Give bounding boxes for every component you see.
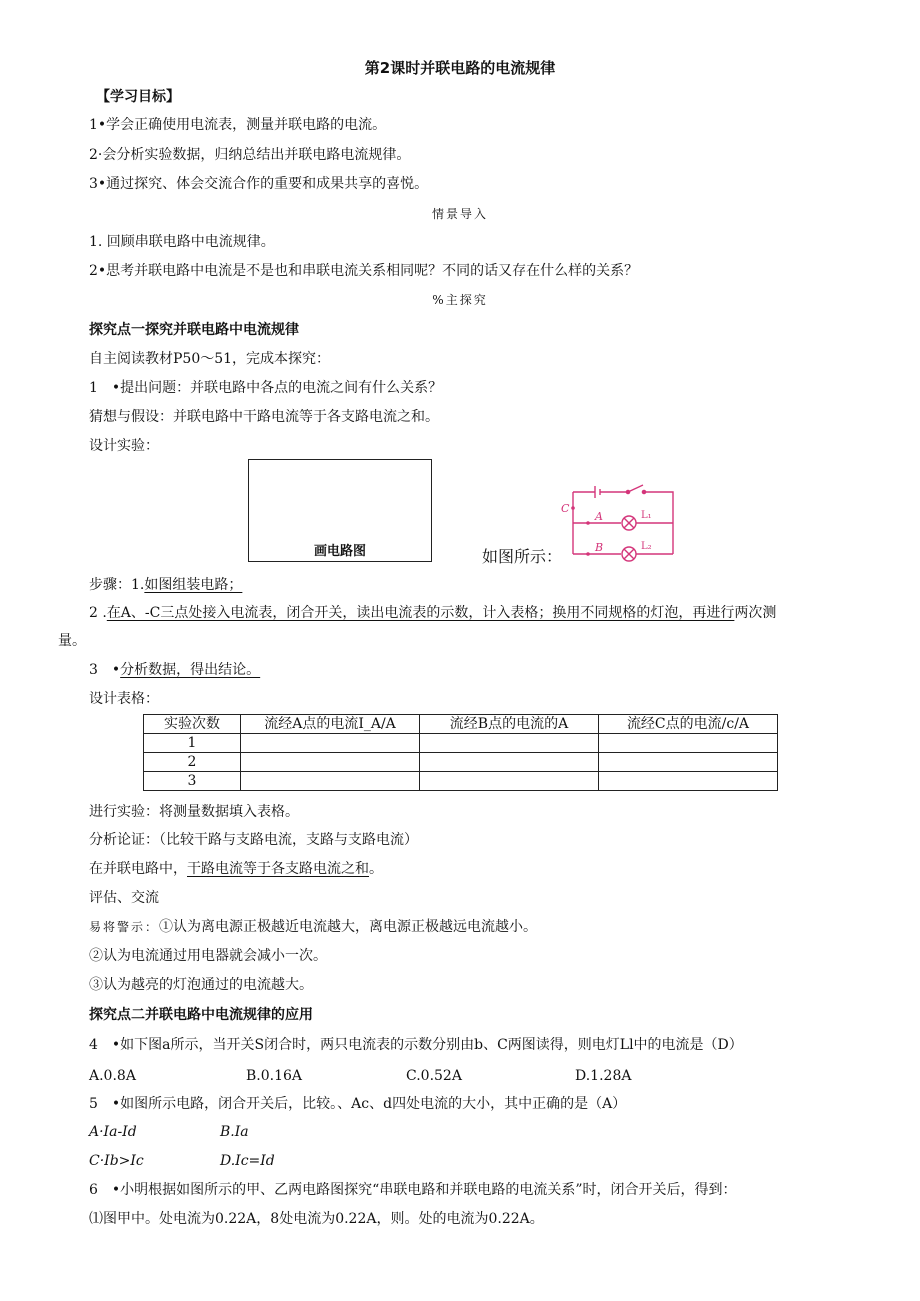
switch-blade bbox=[628, 485, 643, 492]
table-cell[interactable] bbox=[241, 734, 420, 753]
table-cell: 1 bbox=[144, 734, 241, 753]
conclusion bbox=[89, 859, 383, 879]
analysis-text: 分析论证：（比较干路与支路电流，支路与支路电流） bbox=[89, 832, 418, 848]
table-header-row bbox=[144, 715, 778, 734]
q4-option-a: A.0.8A bbox=[89, 1068, 136, 1084]
table-cell[interactable] bbox=[241, 772, 420, 791]
table-cell[interactable] bbox=[420, 772, 599, 791]
table-cell[interactable] bbox=[420, 753, 599, 772]
conclusion-suffix: 。 bbox=[369, 861, 383, 877]
table-cell[interactable] bbox=[420, 734, 599, 753]
q5-option-d: D.Ic=Id bbox=[220, 1153, 275, 1169]
step-prefix: 步骤：1. bbox=[89, 577, 145, 593]
intro-item: 2•思考并联电路中电流是不是也和串联电流关系相同呢？不同的话又存在什么样的关系？ bbox=[89, 263, 639, 279]
objective-item: 2·会分析实验数据，归纳总结出并联电路电流规律。 bbox=[89, 147, 411, 163]
point-a-label: A bbox=[595, 510, 603, 523]
table-cell: 2 bbox=[144, 753, 241, 772]
question-1: 1 •提出问题：并联电路中各点的电流之间有什么关系？ bbox=[89, 380, 443, 396]
point1-heading: 探究点一探究并联电路中电流规律 bbox=[89, 322, 299, 338]
q4-option-d: D.1.28A bbox=[575, 1068, 632, 1084]
q5-option-a: A·Ia-Id bbox=[89, 1124, 137, 1140]
objective-item: 3•通过探究、体会交流合作的重要和成果共享的喜悦。 bbox=[89, 176, 429, 192]
table-row bbox=[144, 753, 778, 772]
table-header-cell: 实验次数 bbox=[144, 715, 241, 734]
step-2 bbox=[89, 603, 776, 623]
circuit-drawing-box bbox=[248, 459, 432, 562]
table-header-cell: 流经B点的电流的A bbox=[420, 715, 599, 734]
warning-3: ③认为越亮的灯泡通过的电流越大。 bbox=[89, 977, 313, 993]
step-2-number: 2 . bbox=[89, 605, 107, 621]
junction-dot bbox=[586, 552, 590, 556]
objectives-heading: 【学习目标】 bbox=[96, 89, 180, 105]
hypothesis: 猜想与假设：并联电路中干路电流等于各支路电流之和。 bbox=[89, 409, 439, 425]
table-header-cell: 流经C点的电流/c/A bbox=[599, 715, 778, 734]
lamp-l1-label: L₁ bbox=[641, 510, 652, 521]
question-6-part-1: ⑴图甲中。处电流为0.22A，8处电流为0.22A，则。处的电流为0.22A。 bbox=[89, 1211, 544, 1227]
step-2-tail: 两次测 bbox=[734, 605, 777, 621]
question-5: 5 •如图所示电路，闭合开关后，比较。、Ac、d四处电流的大小，其中正确的是（A） bbox=[89, 1096, 627, 1112]
parallel-circuit-diagram bbox=[555, 482, 690, 568]
experiment-text: 进行实验：将测量数据填入表格。 bbox=[89, 804, 299, 820]
as-shown-label: 如图所示： bbox=[482, 547, 563, 566]
table-header-cell: 流经A点的电流I_A/A bbox=[241, 715, 420, 734]
step-3-text: 分析数据，得出结论。 bbox=[120, 662, 261, 678]
circuit-drawing-label: 画电路图 bbox=[313, 544, 366, 559]
table-cell[interactable] bbox=[241, 753, 420, 772]
evaluate-text: 评估、交流 bbox=[89, 890, 159, 906]
conclusion-text: 干路电流等于各支路电流之和 bbox=[187, 861, 369, 877]
point-c-label: C bbox=[561, 502, 570, 515]
table-row bbox=[144, 734, 778, 753]
objective-item: 1•学会正确使用电流表，测量并联电路的电流。 bbox=[89, 117, 387, 133]
data-table bbox=[143, 714, 778, 791]
step-3 bbox=[89, 660, 260, 680]
warning-1 bbox=[89, 917, 537, 937]
table-heading: 设计表格： bbox=[89, 691, 159, 707]
table-row bbox=[144, 772, 778, 791]
step-2-continued: 量。 bbox=[58, 633, 86, 649]
step-1-text: 如图组装电路； bbox=[144, 577, 243, 593]
table-cell[interactable] bbox=[599, 753, 778, 772]
point-b-label: B bbox=[595, 541, 604, 554]
table-cell[interactable] bbox=[599, 734, 778, 753]
junction-dot bbox=[571, 506, 575, 510]
table-cell[interactable] bbox=[599, 772, 778, 791]
step-1 bbox=[89, 575, 242, 595]
reading-note: 自主阅读教材P50～51，完成本探究： bbox=[89, 351, 331, 367]
warning-2: ②认为电流通过用电器就会减小一次。 bbox=[89, 948, 327, 964]
step-2-text: 在A、-C三点处接入电流表，闭合开关，读出电流表的示数，计入表格；换用不同规格的灯泡，再进行 bbox=[106, 605, 735, 621]
conclusion-prefix: 在并联电路中， bbox=[89, 861, 187, 877]
q5-option-c: C·Ib>Ic bbox=[89, 1153, 144, 1169]
page-title: 第2课时并联电路的电流规律 bbox=[364, 59, 556, 77]
point2-heading: 探究点二并联电路中电流规律的应用 bbox=[89, 1007, 313, 1023]
explore-heading: %主探究 bbox=[432, 293, 488, 307]
junction-dot bbox=[586, 521, 590, 525]
warning-label: 易将警示： bbox=[89, 920, 160, 934]
q4-option-c: C.0.52A bbox=[406, 1068, 462, 1084]
lamp-l2-label: L₂ bbox=[641, 541, 652, 552]
q5-option-b: B.Ia bbox=[220, 1124, 249, 1140]
warning-1-text: ①认为离电源正极越近电流越大，离电源正极越远电流越小。 bbox=[159, 919, 538, 935]
design-label: 设计实验： bbox=[89, 438, 159, 454]
intro-item: 1. 回顾串联电路中电流规律。 bbox=[89, 234, 275, 250]
table-cell: 3 bbox=[144, 772, 241, 791]
intro-heading: 情景导入 bbox=[431, 207, 488, 221]
question-4: 4 •如下图a所示，当开关S闭合时，两只电流表的示数分别由b、C两图读得，则电灯Ll中的电流是（D） bbox=[89, 1037, 743, 1053]
question-6: 6 •小明根据如图所示的甲、乙两电路图探究“串联电路和并联电路的电流关系”时，闭合开关后，得到： bbox=[89, 1182, 737, 1198]
q4-option-b: B.0.16A bbox=[246, 1068, 303, 1084]
step-3-number: 3 • bbox=[89, 662, 121, 678]
